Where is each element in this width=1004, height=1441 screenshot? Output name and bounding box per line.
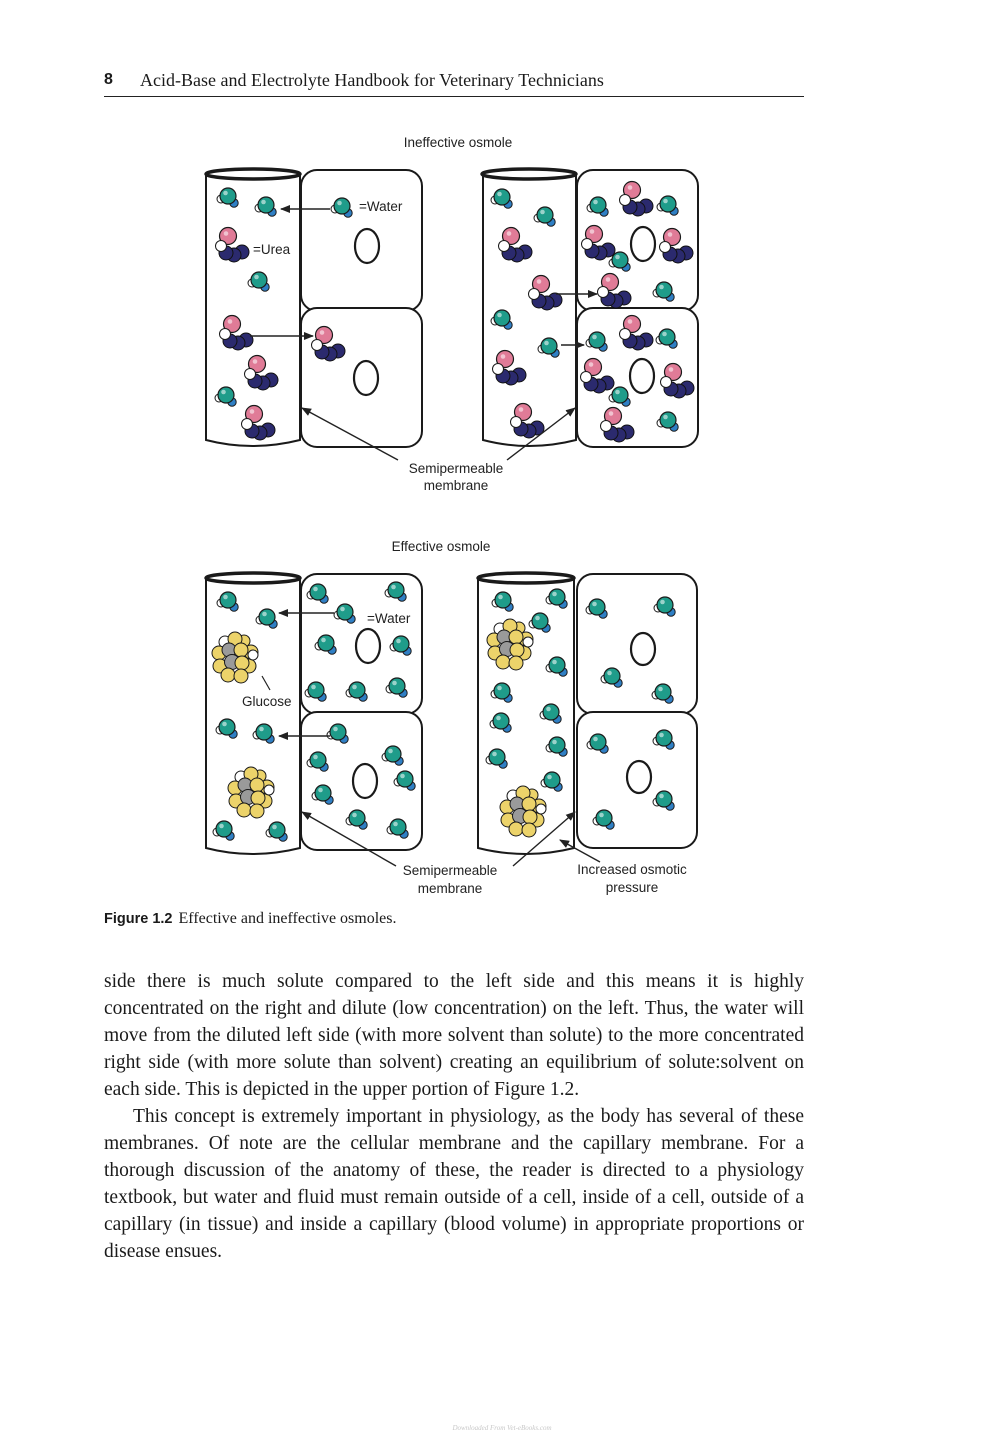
paragraph: This concept is extremely important in physiology, as the body has several of these membranes. Of note are the cellular membrane and the capillary membrane. For a thorough discussion of the anatomy of these, the reader is directed to a physiology textbook, but water and fluid must remain outside of a cell, inside of a cell, outside of a capillary (in tissue) and inside a capillary (blood volume) in appropriate proportions or disease ensues. [104,1106,804,1262]
cell-nucleus [631,227,655,261]
caption-label: Figure 1.2 [104,911,173,927]
top-panel-title: Ineffective osmole [403,135,513,150]
figure-caption [104,910,804,928]
water-legend-label: =Water [367,611,411,626]
pressure-label-line2: pressure [605,880,659,895]
membrane-label-line1: Semipermeable [408,461,504,476]
footer-watermark: Downloaded From Vet-eBooks.com [452,1424,552,1432]
running-title: Acid-Base and Electrolyte Handbook for Veterinary Technicians [140,70,604,90]
pressure-label-line1: Increased osmotic [577,862,687,877]
cell-nucleus [353,764,377,798]
paragraph: side there is much solute compared to the left side and this means it is highly concentrated on the right and dilute (low concentration) on the left. Thus, the water will move from the diluted left side (with more solvent than solute) to the more concentrated right side (with more solute than solvent) creating an equilibrium of solute:solvent on each side. This is depicted in the upper portion of Figure 1.2. [104,971,804,1100]
glucose-legend-label: Glucose [242,694,292,709]
cell-nucleus [627,761,651,793]
urea-legend-label: =Urea [253,242,291,257]
cell-nucleus [354,361,378,395]
cell-nucleus [631,633,655,665]
bottom-panel-title: Effective osmole [391,539,491,554]
top-left-capillary [206,169,300,446]
cell-nucleus [356,629,380,663]
page-number: 8 [104,71,113,88]
water-legend-label: =Water [359,199,403,214]
top-right-capillary [482,169,576,446]
membrane-label-line2: membrane [423,478,489,493]
body-text [104,968,804,1265]
cell-nucleus [355,229,379,263]
caption-text: Effective and ineffective osmoles. [178,910,397,927]
osmole-figure [0,120,1004,910]
membrane-label-line1: Semipermeable [402,863,498,878]
running-header [104,70,804,97]
cell-nucleus [630,359,654,393]
membrane-label-line2: membrane [417,881,483,896]
